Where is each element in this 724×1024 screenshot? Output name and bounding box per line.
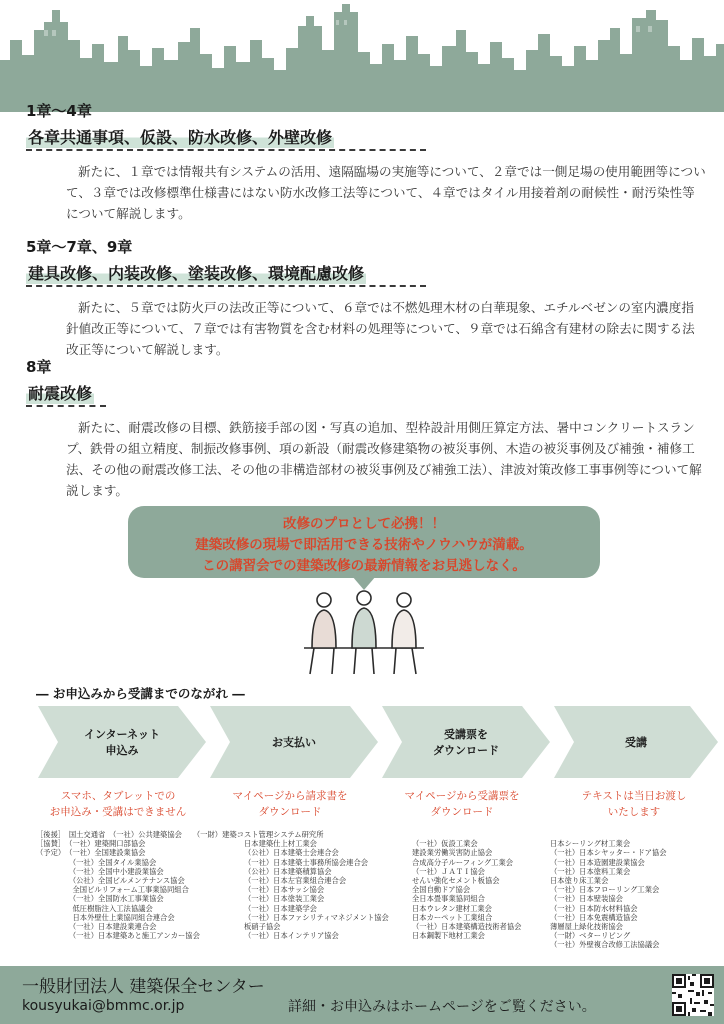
flow-step-note — [382, 788, 542, 820]
chapter-topic: 各章共通事項、仮設、防水改修、外壁改修 — [26, 125, 334, 148]
note-line: いたします — [607, 806, 661, 818]
chapter-topic: 耐震改修 — [26, 381, 94, 404]
flow-step-label: お支払い — [272, 736, 316, 749]
flow-step-note — [38, 788, 198, 820]
dashed-divider — [26, 285, 426, 287]
chapter-number: 5章〜7章、9章 — [26, 238, 133, 256]
promo-line-1: 改修のプロとして必携！！ — [283, 516, 445, 532]
flow-step-internet-application — [38, 706, 206, 778]
note-line: ダウンロード — [258, 806, 322, 818]
section-chapters-5-7-9 — [26, 236, 706, 360]
city-skyline-illustration — [0, 0, 724, 112]
flow-step-attend — [554, 706, 718, 778]
flow-step-note — [210, 788, 370, 820]
note-line: テキストは当日お渡し — [581, 790, 687, 802]
sponsor-list-column-1: ［後援］ 国土交通省 （一社）公共建築協会 （一財）建築コスト管理システム研究所 ［協賛］ （一社）建築開口部協会 （予定） （一社）全国建設業協会 （一社）全国タイル業協会 （一社）全国中小建設業協会 （公社）全国ビルメンテナンス協会 全国ビルリフォーム工事業協同組合 （一社）全国防水工事業協会 低圧樹脂注入工法協議会 日本外壁仕上業協同組合連合会 （一社）日本建設業連合会 （一社）日本建築あと施工アンカー協会 — [36, 830, 324, 941]
section-chapters-1-4 — [26, 100, 706, 224]
application-flow-heading: ― お申込みから受講までのながれ ― — [36, 686, 245, 701]
chapter-description: 新たに、１章では情報共有システムの活用、遠隔臨場の実施等について、２章では一側足場の使用範囲等について、３章では改修標準仕様書にはない防水改修工法等について、４章ではタイル用接着剤の耐候性・耐汚染性等について解説します。 — [66, 164, 706, 221]
dashed-divider — [26, 405, 106, 407]
flow-step-download-ticket — [382, 706, 550, 778]
contact-email[interactable]: kousyukai@bmmc.or.jp — [22, 998, 185, 1014]
chapter-topic: 建具改修、内装改修、塗装改修、環境配慮改修 — [26, 261, 366, 284]
flow-step-payment — [210, 706, 378, 778]
seated-people-illustration — [300, 586, 428, 678]
flow-step-label: 受講 — [625, 736, 647, 749]
sponsor-list-column-2: 日本建築仕上材工業会 （公社）日本建築士会連合会 （一社）日本建築士事務所協会連合会 （公社）日本建築積算協会 （一社）日本左官業組合連合会 （一社）日本サッシ協会 （一社）日本塗装工業会 （一社）日本建築学会 （一社）日本ファシリティマネジメント協会 板硝子協会 （一社）日本インテリア協会 — [244, 839, 389, 941]
chapter-description: 新たに、耐震改修の目標、鉄筋接手部の図・写真の追加、型枠設計用側圧算定方法、暑中コンクリートスランプ、鉄骨の組立精度、制振改修事例、項の新設（耐震改修建築物の被災事例、木造の被災事例及び補強・補修工法、その他の耐震改修工法、その他の非構造部材の被災事例及び補強工法）、津波対策改修工事事例等について解説します。 — [66, 420, 702, 498]
flow-step-label: 申込み — [105, 744, 139, 757]
note-line: マイページから受講票を — [404, 790, 520, 802]
flow-step-note — [554, 788, 714, 820]
chapter-number: 8章 — [26, 358, 52, 376]
chapter-number: 1章〜4章 — [26, 102, 92, 120]
note-line: スマホ、タブレットでの — [60, 790, 176, 802]
homepage-cta: 詳細・お申込みはホームページをご覧ください。 — [288, 999, 596, 1015]
sponsor-list-column-4: 日本シーリング材工業会 （一社）日本シヤッター・ドア協会 （一社）日本造園建設業協会 （一社）日本塗料工業会 日本塗り床工業会 （一社）日本フローリング工業会 （一社）日本壁装協会 （一社）日本防水材料協会 （一社）日本免震構造協会 薄層屋上緑化技術協会 （一財）ベターリビング （一社）外壁複合改修工法協議会 — [550, 839, 667, 950]
flow-step-label: 受講票を — [444, 728, 488, 741]
organization-name: 一般財団法人 建築保全センター — [22, 977, 265, 997]
sponsor-list-column-3: （一社）仮設工業会 建設業労働災害防止協会 合成高分子ルーフィング工業会 （一社）ＪＡＴＩ協会 せんい強化セメント板協会 全国自動ドア協会 全日本畳事業協同組合 日本ウレタン建材工業会 日本カーペット工業組合 （一社）日本建築構造技術者協会 日本鋼製下地材工業会 — [412, 839, 522, 941]
section-chapter-8 — [26, 356, 706, 501]
chapter-description: 新たに、５章では防火戸の法改正等について、６章では不燃処理木材の白華現象、エチルベゼンの室内濃度指針値改正等について、７章では有害物質を含む材料の処理等について、９章では石綿含有建材の除去に関する法改正等について解説します。 — [66, 300, 695, 357]
note-line: ダウンロード — [430, 806, 494, 818]
promo-line-2: 建築改修の現場で即活用できる技術やノウハウが満載。 — [195, 537, 533, 553]
flow-step-label: インターネット — [83, 728, 160, 741]
dashed-divider — [26, 149, 426, 151]
promo-line-3: この講習会での建築改修の最新情報をお見逃しなく。 — [202, 558, 526, 574]
note-line: マイページから請求書を — [232, 790, 348, 802]
note-line: お申込み・受講はできません — [49, 806, 187, 818]
flow-step-label: ダウンロード — [433, 744, 499, 757]
qr-code-icon[interactable] — [672, 974, 714, 1016]
